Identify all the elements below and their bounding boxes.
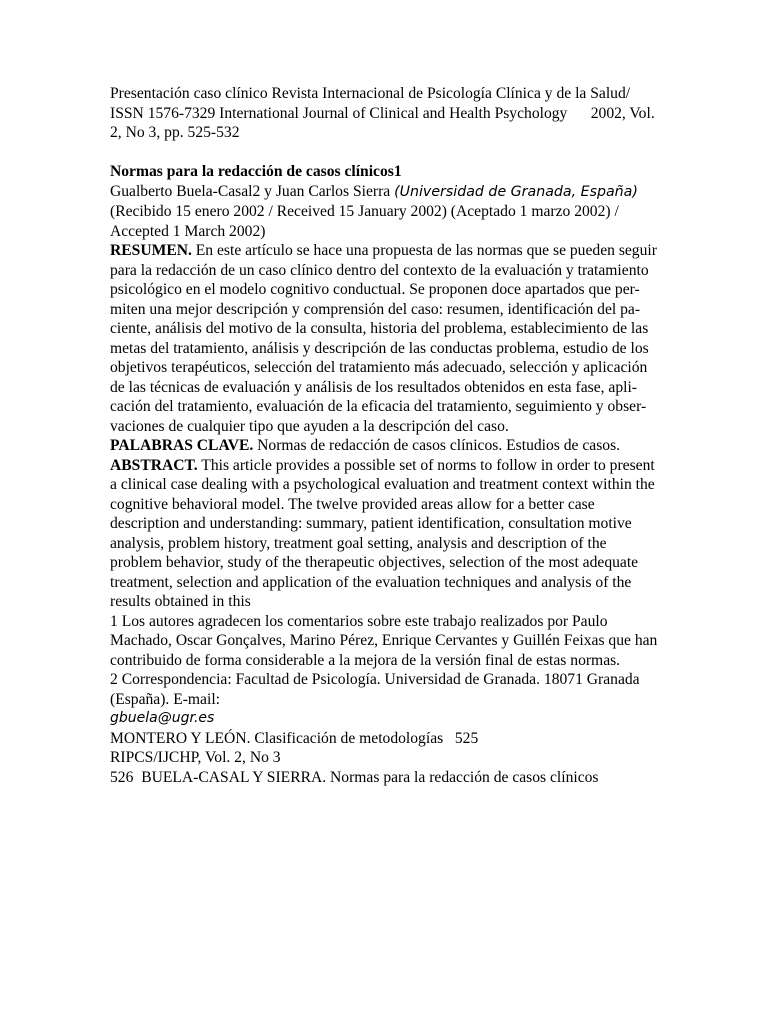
resumen-label: RESUMEN.: [110, 242, 192, 259]
running-head-2: RIPCS/IJCHP, Vol. 2, No 3: [110, 749, 281, 766]
footnote-1: 1 Los autores agradecen los comentarios sobre este trabajo realizados por Paulo Machado, Oscar Gonçalves, Marino Pérez, Enrique Cervantes y Guillén Feixas que han contribuido de forma considerable a la mejora de la versión final de estas normas.: [110, 612, 658, 669]
authors: Gualberto Buela-Casal2 y Juan Carlos Sierra: [110, 182, 395, 200]
palabras-clave-label: PALABRAS CLAVE.: [110, 437, 254, 454]
abstract-text: This article provides a possible set of norms to follow in order to present a clinical case dealing with a psychological evaluation and treatment context within the cognitive behavioral model. The twelve provided areas allow for a better case description and understanding: summary, patient identification, consultation motive analysis, problem history, treatment goal setting, analysis and description of the problem behavior, study of the therapeutic objectives, selection of the most adequate treatment, selection and application of the evaluation techniques and analysis of the results obtained in this: [110, 456, 655, 610]
abstract-label: ABSTRACT.: [110, 456, 198, 474]
article-title: Normas para la redacción de casos clínicos1: [110, 163, 402, 180]
palabras-clave-text: Normas de redacción de casos clínicos. Estudios de casos.: [253, 437, 621, 454]
email-link[interactable]: gbuela@ugr.es: [110, 710, 215, 726]
document-page: [110, 84, 660, 787]
affiliation: (Universidad de Granada, España): [394, 183, 638, 200]
running-head-1: MONTERO Y LEÓN. Clasificación de metodologías 525: [110, 729, 479, 747]
received-dates: (Recibido 15 enero 2002 / Received 15 January 2002) (Aceptado 1 marzo 2002) / Accepted 1 March 2002): [110, 203, 619, 240]
resumen-text: En este artículo se hace una propuesta de las normas que se pueden seguir para la redacción de un caso clínico dentro del contexto de la evaluación y tratamiento psicológico en el modelo cognitivo conductual. Se proponen doce apartados que per- miten una mejor descripción y comprensión del caso: resumen, identificación del pa- ciente, análisis del motivo de la consulta, historia del problema, establecimiento de las metas del tratamiento, análisis y descripción de las conductas problema, estudio de los objetivos terapéuticos, selección del tratamiento más adecuado, selección y aplicación de las técnicas de evaluación y análisis de los resultados obtenidos en esta fase, apli- cación del tratamiento, evaluación de la eficacia del tratamiento, seguimiento y obser- vaciones de cualquier tipo que ayuden a la descripción del caso.: [110, 242, 657, 435]
author-line: [110, 182, 660, 203]
journal-header: Presentación caso clínico Revista Internacional de Psicología Clínica y de la Salud/ ISSN 1576-7329 International Journal of Clinical and Health Psychology 2002, Vol. 2, No 3, pp. 525-532: [110, 85, 659, 141]
spacer: [110, 143, 660, 163]
palabras-clave-paragraph: [110, 436, 660, 456]
abstract-paragraph: [110, 456, 660, 612]
footnote-2: 2 Correspondencia: Facultad de Psicología. Universidad de Granada. 18071 Granada (España). E-mail:: [110, 671, 640, 708]
resumen-paragraph: [110, 241, 660, 436]
running-head-3: 526 BUELA-CASAL Y SIERRA. Normas para la redacción de casos clínicos: [110, 768, 599, 786]
